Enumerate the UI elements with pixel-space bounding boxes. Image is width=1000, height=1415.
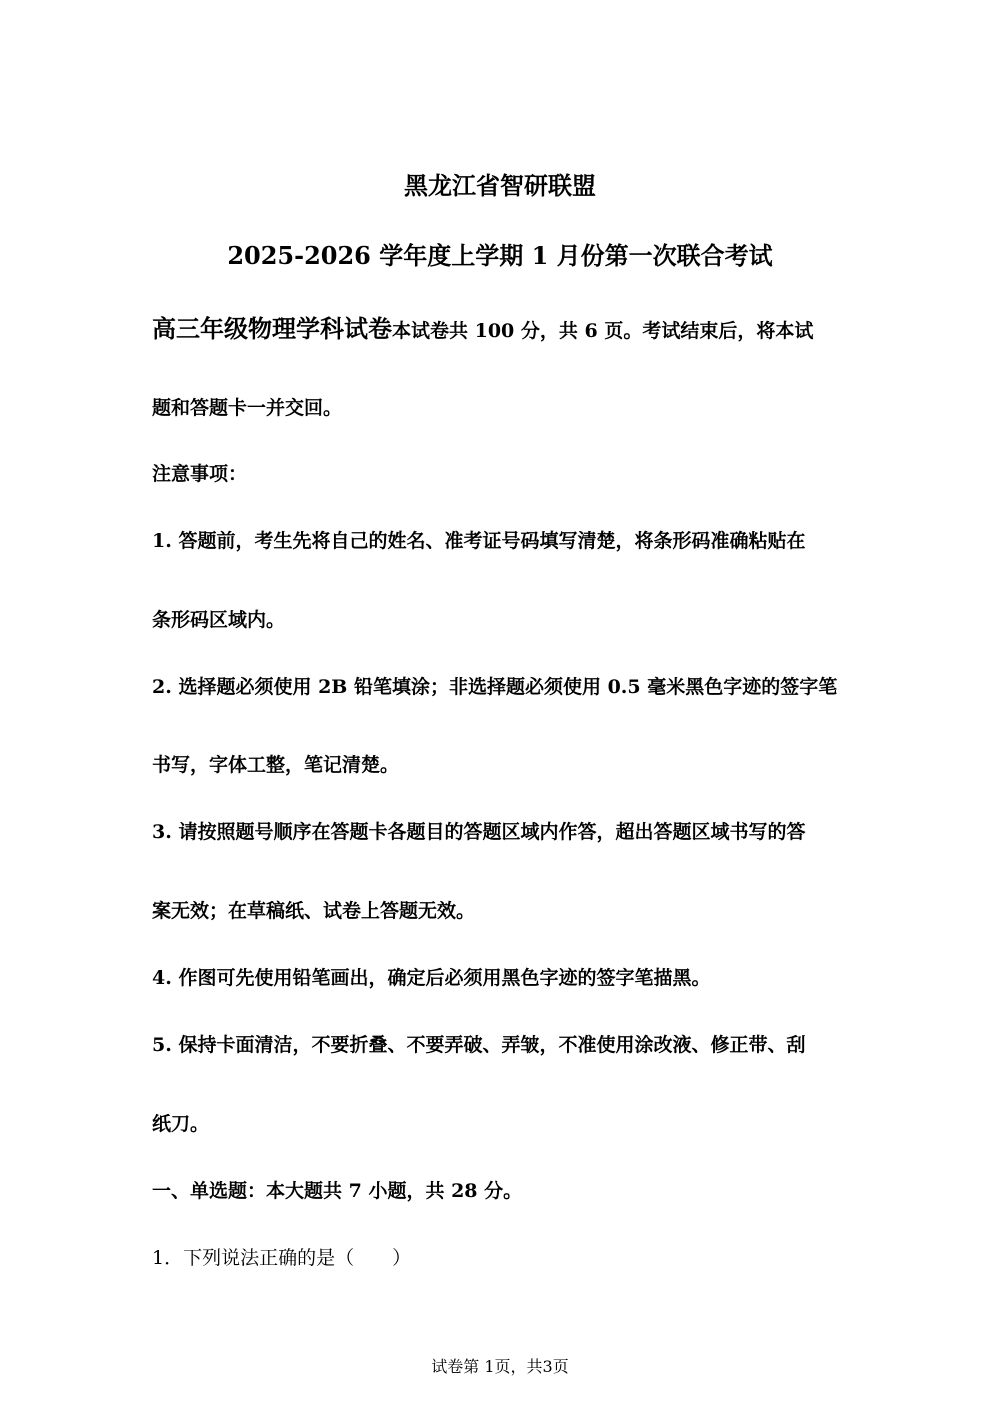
intro-line-1 bbox=[152, 314, 813, 346]
organization-title: 黑龙江省智研联盟 bbox=[404, 171, 596, 200]
note-2-line-1: 2. 选择题必须使用 2B 铅笔填涂；非选择题必须使用 0.5 毫米黑色字迹的签字笔 bbox=[152, 676, 838, 698]
subject-title: 高三年级物理学科试卷 bbox=[152, 314, 392, 343]
note-4-line-1: 4. 作图可先使用铅笔画出，确定后必须用黑色字迹的签字笔描黑。 bbox=[152, 967, 711, 989]
note-5-line-2: 纸刀。 bbox=[152, 1113, 210, 1135]
page-footer: 试卷第 1页，共3页 bbox=[431, 1357, 569, 1376]
section-heading: 一、单选题：本大题共 7 小题，共 28 分。 bbox=[152, 1180, 523, 1202]
note-2-line-2: 书写，字体工整，笔记清楚。 bbox=[152, 754, 400, 776]
note-3-line-2: 案无效；在草稿纸、试卷上答题无效。 bbox=[152, 900, 476, 922]
note-3-line-1: 3. 请按照题号顺序在答题卡各题目的答题区域内作答，超出答题区域书写的答 bbox=[152, 821, 806, 843]
exam-title: 2025-2026 学年度上学期 1 月份第一次联合考试 bbox=[227, 241, 773, 270]
note-1-line-1: 1. 答题前，考生先将自己的姓名、准考证号码填写清楚，将条形码准确粘贴在 bbox=[152, 530, 806, 552]
intro-text-2: 题和答题卡一并交回。 bbox=[152, 397, 343, 419]
question-1-stem: 1．下列说法正确的是（ ） bbox=[152, 1247, 412, 1269]
notes-heading: 注意事项： bbox=[152, 463, 248, 485]
intro-text-1: 本试卷共 100 分，共 6 页。考试结束后，将本试 bbox=[392, 320, 814, 342]
note-1-line-2: 条形码区域内。 bbox=[152, 609, 286, 631]
note-5-line-1: 5. 保持卡面清洁，不要折叠、不要弄破、弄皱，不准使用涂改液、修正带、刮 bbox=[152, 1034, 806, 1056]
